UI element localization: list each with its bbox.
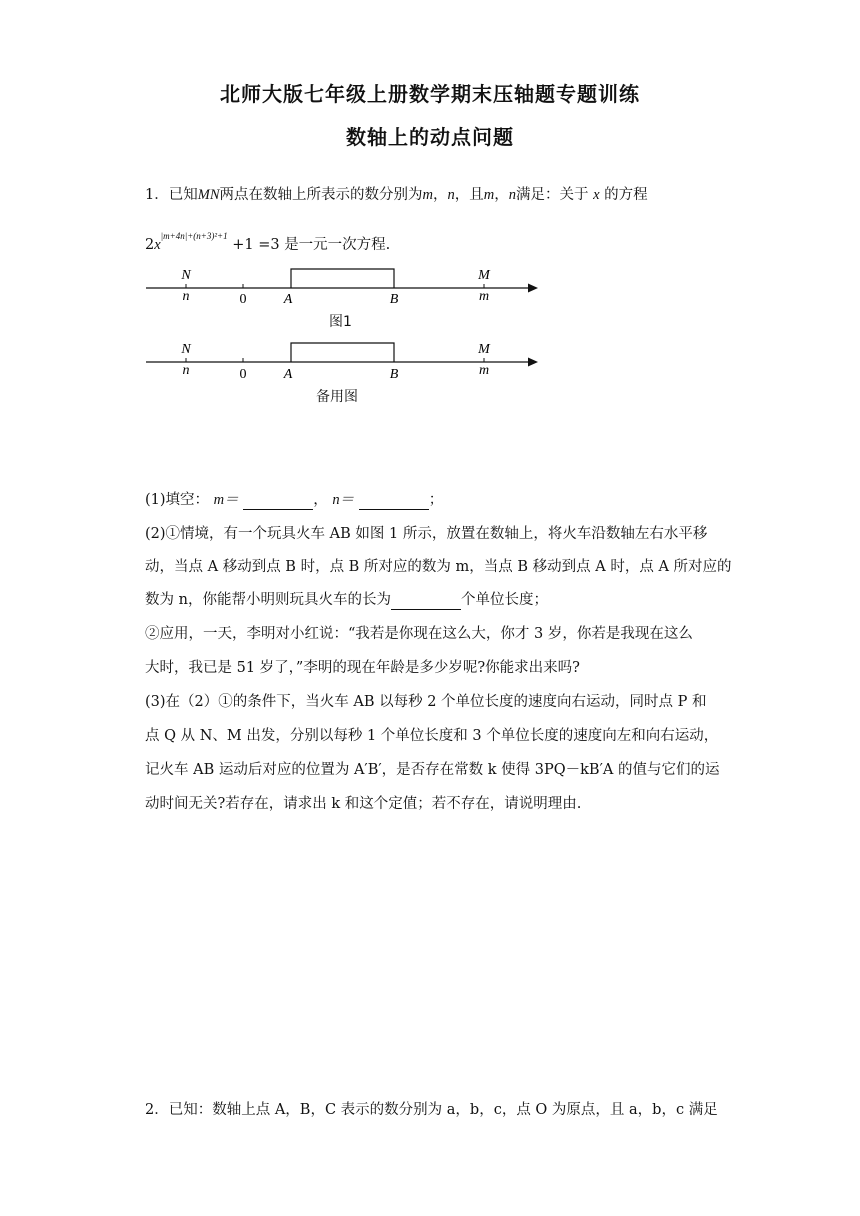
label-M: M (478, 342, 490, 357)
var-n: n (508, 187, 516, 203)
label-n: n (182, 289, 190, 304)
answer-blank-n[interactable] (359, 494, 429, 510)
q1-text: 的方程 (604, 187, 648, 203)
separator: ； (428, 492, 444, 508)
var-n: n (447, 187, 455, 203)
q1-part3-line4: 动时间无关?若存在，请求出 k 和这个定值；若不存在，请说明理由. (145, 796, 582, 812)
q1-text: ，且 (454, 187, 484, 203)
part1-prefix: (1)填空： (145, 492, 210, 508)
label-M: M (478, 268, 490, 283)
eq-exponent: |m+4n|+(n+3)²+1 (160, 231, 228, 241)
q1-text: 是一元一次方程. (284, 237, 391, 253)
eq-var-x: x (154, 237, 161, 253)
q1-part2a-line1: (2)①情境，有一个玩具火车 AB 如图 1 所示，放置在数轴上，将火车沿数轴左右水平移 (145, 526, 708, 542)
answer-blank-train-length[interactable] (391, 594, 461, 610)
answer-blank-m[interactable] (243, 494, 313, 510)
eq-rest: +1 =3 (232, 237, 280, 253)
label-zero: 0 (239, 292, 247, 307)
label-B: B (389, 292, 399, 307)
figure-2-caption: 备用图 (316, 389, 358, 405)
label-m: m (478, 363, 490, 378)
page-title: 北师大版七年级上册数学期末压轴题专题训练 (220, 82, 640, 106)
part1-n-label: n＝ (332, 492, 355, 508)
train-ab-rect (291, 343, 394, 362)
separator: ， (494, 187, 509, 203)
label-n: n (182, 363, 190, 378)
q1-part3-line2: 点 Q 从 N、M 出发，分别以每秒 1 个单位长度和 3 个单位长度的速度向左和向右运动， (145, 728, 719, 744)
q1-text: 两点在数轴上所表示的数分别为 (219, 187, 423, 203)
part2a-text: 个单位长度； (460, 592, 548, 608)
q1-text: 满足：关于 (515, 187, 589, 203)
axis-arrow (528, 284, 538, 293)
q1-part3-line1: (3)在（2）①的条件下，当火车 AB 以每秒 2 个单位长度的速度向右运动，同时点 P 和 (145, 694, 707, 710)
axis-arrow (528, 358, 538, 367)
part2a-text: 数为 n，你能帮小明则玩具火车的长为 (145, 592, 391, 608)
separator: ， (313, 492, 328, 508)
var-mn: MN (197, 187, 220, 203)
label-N: N (181, 268, 191, 283)
equation (145, 231, 280, 253)
q1-part2b-line2: 大时，我已是 51 岁了，”李明的现在年龄是多少岁呢?你能求出来吗? (145, 660, 580, 676)
part1-m-label: m＝ (213, 492, 239, 508)
label-zero: 0 (239, 367, 247, 382)
eq-coef: 2 (145, 237, 155, 253)
var-m: m (422, 187, 433, 203)
q2-line1: 2．已知：数轴上点 A，B，C 表示的数分别为 a，b，c，点 O 为原点，且 a，b，c 满足 (145, 1102, 718, 1118)
q1-number: 1．已知 (145, 187, 198, 203)
separator: ， (432, 187, 448, 203)
train-ab-rect (291, 269, 394, 288)
q1-part2a-line2: 动，当点 A 移动到点 B 时，点 B 所对应的数为 m，当点 B 移动到点 A 时，点 A 所对应的 (145, 559, 732, 575)
q1-part1 (145, 490, 720, 510)
q1-intro-line (145, 185, 720, 205)
q1-equation-line (145, 226, 720, 255)
q1-part3-line3: 记火车 AB 运动后对应的位置为 A′B′，是否存在常数 k 使得 3PQ－kB′A 的值与它们的运 (145, 762, 720, 778)
label-N: N (181, 342, 191, 357)
q1-part2a-line3 (145, 590, 720, 610)
var-x: x (593, 187, 600, 203)
label-A: A (283, 367, 293, 382)
figure-1-caption: 图1 (329, 314, 352, 330)
q1-part2b-line1: ②应用，一天，李明对小红说：“我若是你现在这么大，你才 3 岁，你若是我现在这么 (145, 626, 693, 642)
label-A: A (283, 292, 293, 307)
var-m: m (483, 187, 495, 203)
page-subtitle: 数轴上的动点问题 (346, 125, 514, 149)
label-B: B (389, 367, 399, 382)
label-m: m (478, 289, 490, 304)
